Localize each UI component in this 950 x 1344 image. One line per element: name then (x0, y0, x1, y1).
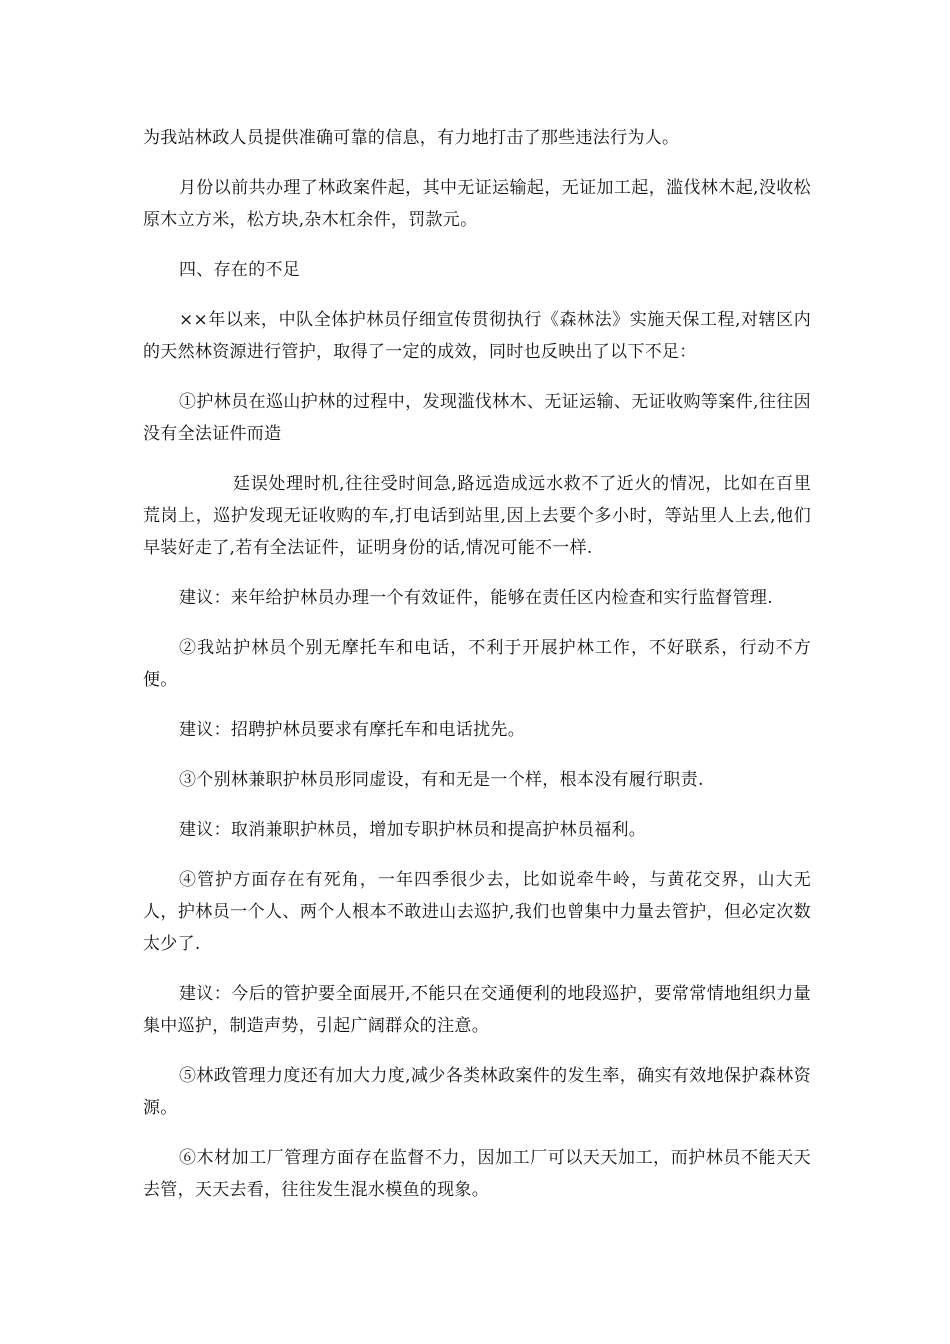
paragraph-suggestion-1: 建议：来年给护林员办理一个有效证件，能够在责任区内检查和实行监督管理. (179, 588, 773, 608)
paragraph-suggestion-4: 建议：今后的管护要全面展开,不能只在交通便利的地段巡护，要常常情地组织力量集中巡护，制造声势，引起广阔群众的注意。 (143, 984, 811, 1036)
paragraph-case-summary: 月份以前共办理了林政案件起，其中无证运输起，无证加工起，滥伐林木起,没收松原木立方米，松方块,杂木杠余件，罚款元。 (143, 178, 811, 230)
paragraph-suggestion-2: 建议：招聘护林员要求有摩托车和电话扰先。 (179, 720, 525, 740)
paragraph-issue-1: ①护林员在巡山护林的过程中，发现滥伐林木、无证运输、无证收购等案件,往往因没有全法证件而造 (143, 392, 811, 444)
paragraph-intro-shortcomings: ××年以来，中队全体护林员仔细宣传贯彻执行《森林法》实施天保工程,对辖区内的天然林资源进行管护，取得了一定的成效，同时也反映出了以下不足： (143, 310, 811, 362)
paragraph-issue-2: ②我站护林员个别无摩托车和电话，不利于开展护林工作，不好联系，行动不方便。 (143, 638, 811, 690)
paragraph-issue-3: ③个别林兼职护林员形同虚设，有和无是一个样，根本没有履行职责. (179, 770, 704, 790)
paragraph-issue-5: ⑤林政管理力度还有加大力度,减少各类林政案件的发生率，确实有效地保护森林资源。 (143, 1066, 811, 1118)
document-body (143, 122, 811, 1224)
section-heading-shortcomings: 四、存在的不足 (179, 260, 301, 280)
paragraph-issue-6: ⑥木材加工厂管理方面存在监督不力，因加工厂可以天天加工，而护林员不能天天去管，天天去看，往往发生混水模鱼的现象。 (143, 1148, 811, 1200)
paragraph-1: 为我站林政人员提供准确可靠的信息，有力地打击了那些违法行为人。 (143, 128, 680, 148)
paragraph-issue-1-continued: 廷误处理时机,往往受时间急,路远造成远水救不了近火的情况，比如在百里荒岗上，巡护发现无证收购的车,打电话到站里,因上去要个多小时，等站里人上去,他们早装好走了,若有全法证件，证明身份的话,情况可能不一样. (143, 474, 811, 558)
paragraph-suggestion-3: 建议：取消兼职护林员，增加专职护林员和提高护林员福利。 (179, 820, 647, 840)
paragraph-issue-4: ④管护方面存在有死角，一年四季很少去，比如说牵牛岭，与黄花交界，山大无人，护林员一个人、两个人根本不敢进山去巡护,我们也曾集中力量去管护，但必定次数太少了. (143, 870, 811, 954)
